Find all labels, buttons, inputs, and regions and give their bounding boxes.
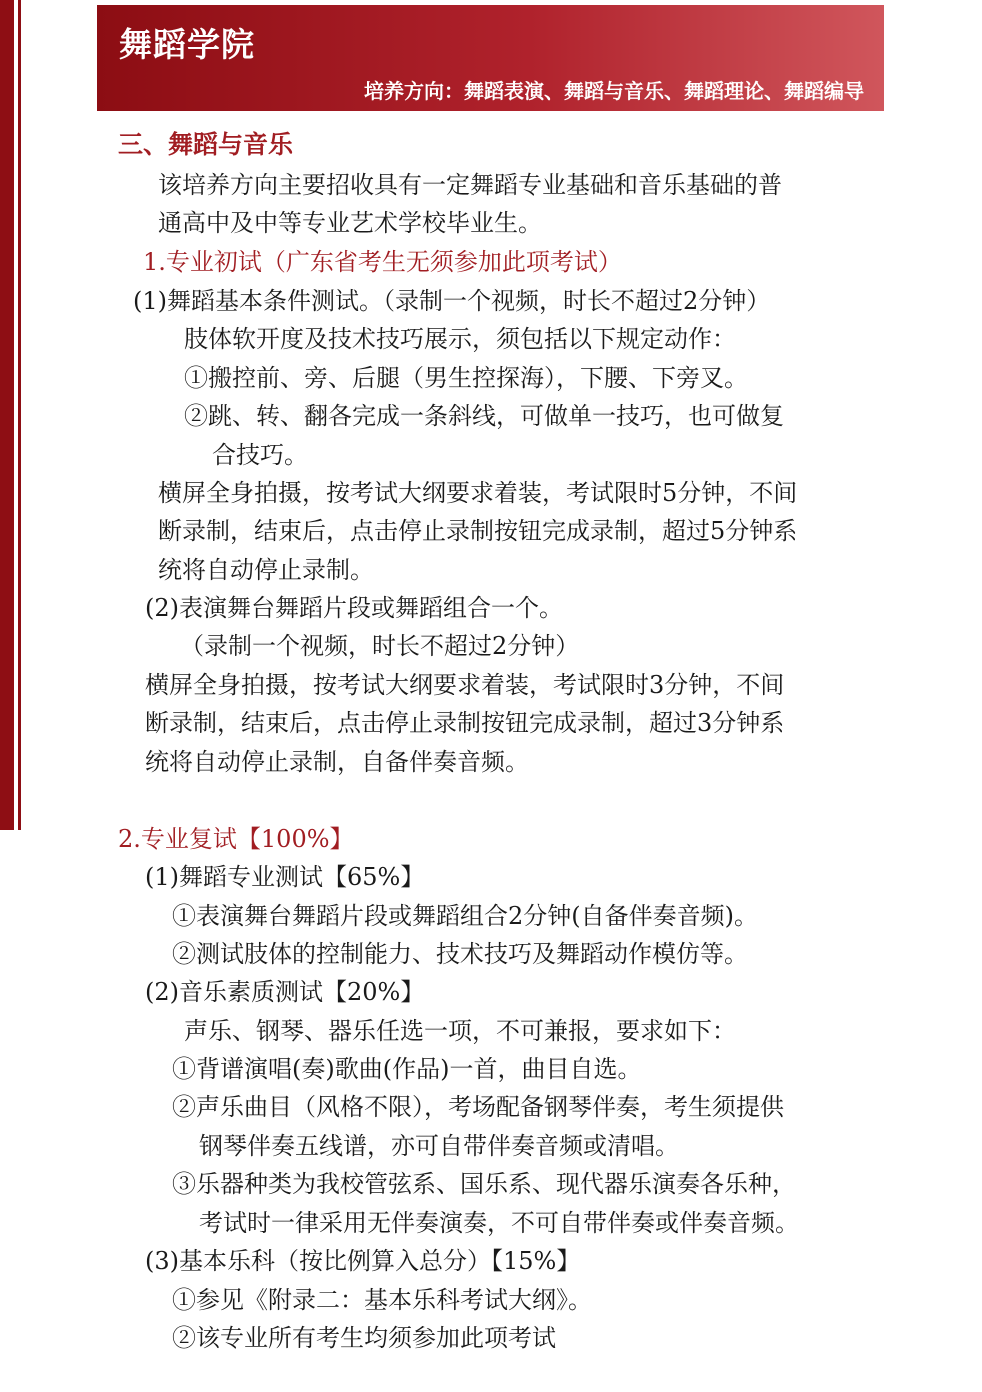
retest-theory-percent: 【15%】 <box>491 1247 581 1275</box>
retest-dance-point: ①表演舞台舞蹈片段或舞蹈组合2分钟(自备伴奏音频)。 <box>172 902 758 930</box>
initial-item1-note: 统将自动停止录制。 <box>158 556 374 584</box>
retest-music-point-cont: 钢琴伴奏五线谱，亦可自带伴奏音频或清唱。 <box>199 1132 679 1160</box>
initial-item2-note: 统将自动停止录制，自备伴奏音频。 <box>145 748 529 776</box>
initial-item1-point-cont: 合技巧。 <box>212 441 308 469</box>
retest-music-point-cont: 考试时一律采用无伴奏演奏，不可自带伴奏或伴奏音频。 <box>199 1209 799 1237</box>
retest-music-percent: 【20%】 <box>323 978 425 1006</box>
retest-dance-title <box>145 862 424 892</box>
retest-theory-title-text: (3)基本乐科（按比例算入总分） <box>145 1247 491 1275</box>
intro-line: 通高中及中等专业艺术学校毕业生。 <box>158 209 542 237</box>
initial-item2-title: (2)表演舞台舞蹈片段或舞蹈组合一个。 <box>145 594 563 622</box>
retest-music-point: ②声乐曲目（风格不限），考场配备钢琴伴奏，考生须提供 <box>172 1093 784 1121</box>
header-title: 舞蹈学院 <box>119 25 255 64</box>
header-subtitle: 培养方向：舞蹈表演、舞蹈与音乐、舞蹈理论、舞蹈编导 <box>364 79 864 103</box>
retest-music-desc: 声乐、钢琴、器乐任选一项，不可兼报，要求如下： <box>184 1017 736 1045</box>
retest-music-point: ③乐器种类为我校管弦系、国乐系、现代器乐演奏各乐种， <box>172 1170 796 1198</box>
retest-theory-title <box>145 1246 580 1276</box>
initial-item1-note: 横屏全身拍摄，按考试大纲要求着装，考试限时5分钟，不间 <box>158 479 798 507</box>
initial-item1-point: ②跳、转、翻各完成一条斜线，可做单一技巧，也可做复 <box>184 402 784 430</box>
initial-item1-title: (1)舞蹈基本条件测试。（录制一个视频，时长不超过2分钟） <box>133 287 771 315</box>
intro-line: 该培养方向主要招收具有一定舞蹈专业基础和音乐基础的普 <box>158 171 782 199</box>
initial-item2-note: 横屏全身拍摄，按考试大纲要求着装，考试限时3分钟，不间 <box>145 671 785 699</box>
retest-dance-percent: 【65%】 <box>323 863 425 891</box>
left-accent-line <box>18 0 21 830</box>
page-header-banner <box>97 5 884 111</box>
initial-item2-sub: （录制一个视频，时长不超过2分钟） <box>180 632 580 660</box>
initial-item1-desc: 肢体软开度及技术技巧展示，须包括以下规定动作： <box>184 325 736 353</box>
initial-item1-point: ①搬控前、旁、后腿（男生控探海），下腰、下旁叉。 <box>184 364 748 392</box>
retest-music-title-text: (2)音乐素质测试 <box>145 978 323 1006</box>
retest-dance-title-text: (1)舞蹈专业测试 <box>145 863 323 891</box>
initial-exam-heading: 1.专业初试（广东省考生无须参加此项考试） <box>143 248 622 276</box>
retest-heading-text: 2.专业复试 <box>118 825 237 853</box>
initial-item1-note: 断录制，结束后，点击停止录制按钮完成录制，超过5分钟系 <box>158 517 798 545</box>
retest-music-point: ①背谱演唱(奏)歌曲(作品)一首，曲目自选。 <box>172 1055 642 1083</box>
section-title: 三、舞蹈与音乐 <box>118 130 294 159</box>
retest-heading-percent: 【100%】 <box>236 825 354 853</box>
retest-theory-point: ②该专业所有考生均须参加此项考试 <box>172 1324 556 1352</box>
left-accent-bar <box>0 0 14 830</box>
retest-heading <box>118 824 354 854</box>
retest-theory-point: ①参见《附录二：基本乐科考试大纲》。 <box>172 1286 592 1314</box>
initial-item2-note: 断录制，结束后，点击停止录制按钮完成录制，超过3分钟系 <box>145 709 785 737</box>
retest-music-title <box>145 977 424 1007</box>
retest-dance-point: ②测试肢体的控制能力、技术技巧及舞蹈动作模仿等。 <box>172 940 748 968</box>
